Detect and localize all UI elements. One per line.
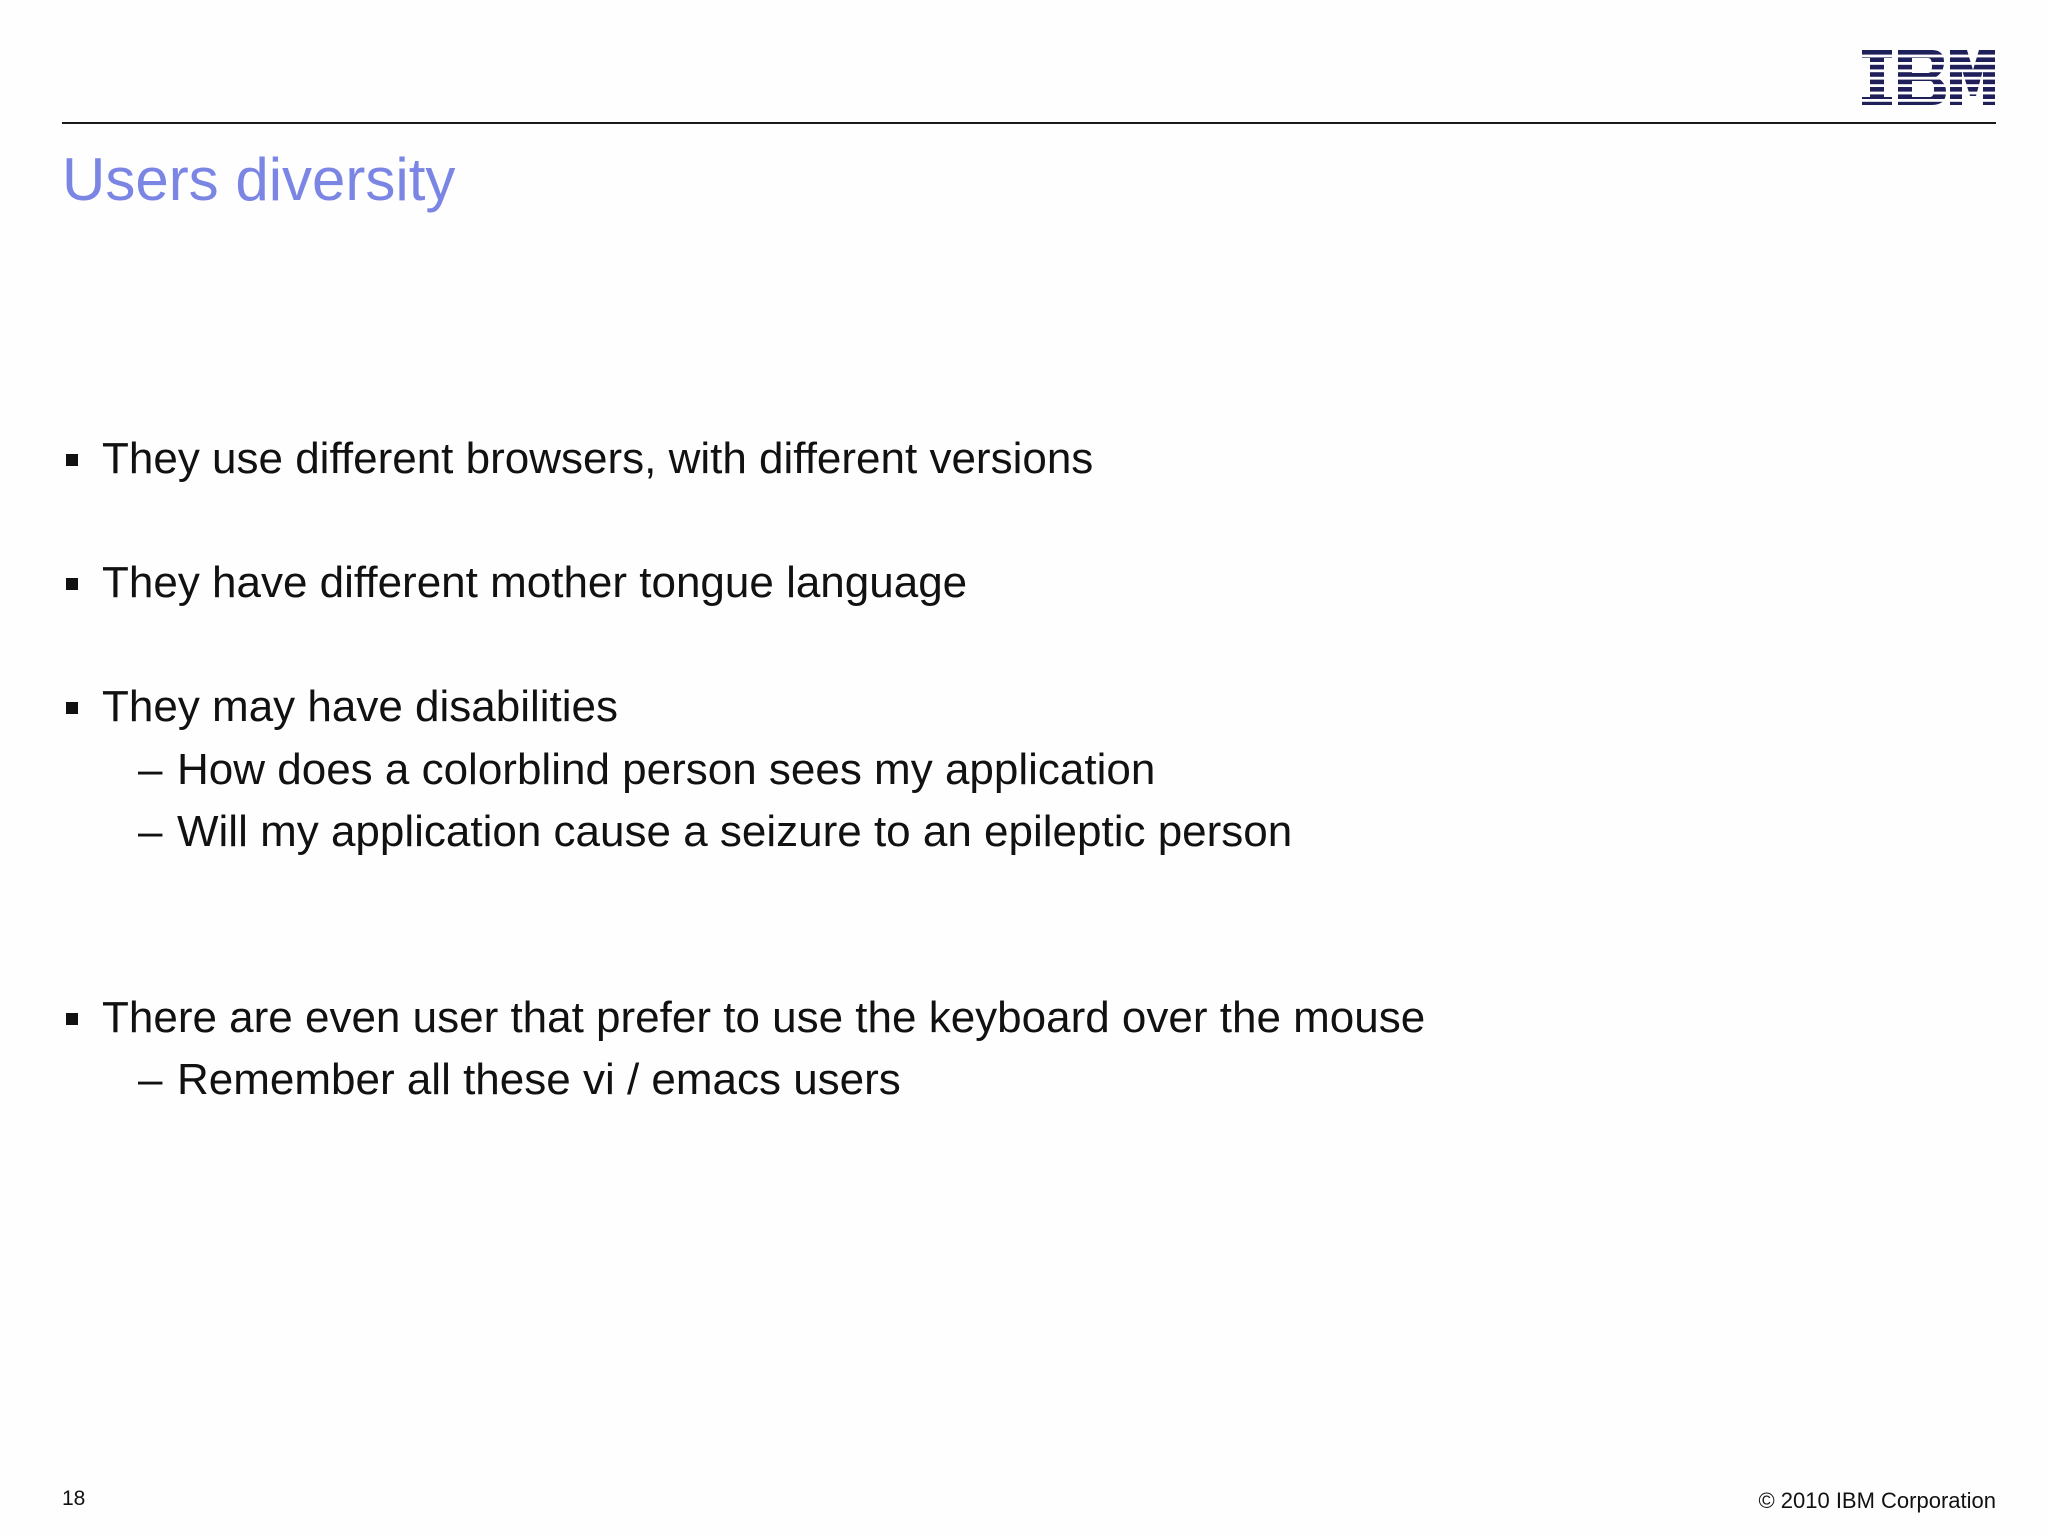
sub-bullet-text: Remember all these vi / emacs users bbox=[177, 1055, 901, 1104]
square-bullet-icon bbox=[66, 702, 78, 714]
sub-bullet-text: Will my application cause a seizure to an epileptic person bbox=[177, 807, 1293, 856]
square-bullet-icon bbox=[66, 454, 78, 466]
bullet-text: There are even user that prefer to use the keyboard over the mouse bbox=[102, 993, 1426, 1042]
square-bullet-icon bbox=[66, 1013, 78, 1025]
square-bullet-icon bbox=[66, 578, 78, 590]
bullet-text: They may have disabilities bbox=[102, 682, 619, 731]
ibm-logo bbox=[1862, 50, 1995, 105]
dash-marker: – bbox=[138, 745, 163, 794]
copyright-notice: © 2010 IBM Corporation bbox=[1758, 1488, 1996, 1513]
sub-bullet-text: How does a colorblind person sees my application bbox=[177, 745, 1156, 794]
bullet-text: They have different mother tongue language bbox=[102, 558, 968, 607]
bullet-text: They use different browsers, with different versions bbox=[102, 434, 1094, 483]
header-rule bbox=[62, 122, 1996, 124]
page-number: 18 bbox=[62, 1487, 86, 1510]
dash-marker: – bbox=[138, 1055, 163, 1104]
slide-title: Users diversity bbox=[62, 146, 456, 213]
dash-marker: – bbox=[138, 807, 163, 856]
